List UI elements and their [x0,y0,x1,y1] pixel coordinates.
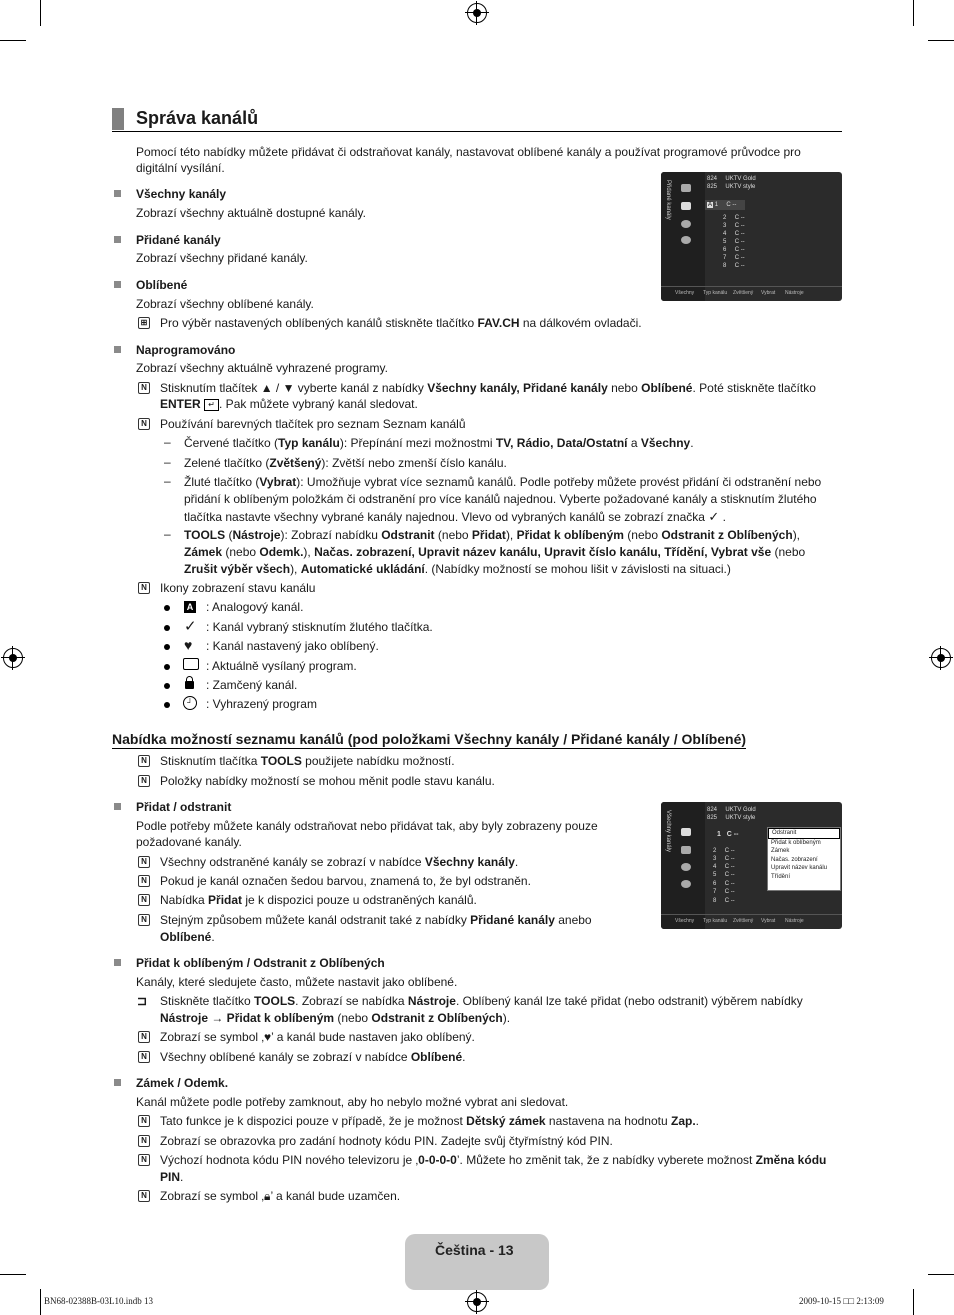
popup-item[interactable]: Načas. zobrazení [771,856,818,863]
section-text: Podle potřeby můžete kanály odstraňovat nebo přidávat tak, aby byly zobrazeny pouze [136,819,598,833]
note-text: Zobrazí se symbol ‚🔒︎’ a kanál bude uzamčen. [160,1189,401,1203]
section-heading: Zámek / Odemk. [136,1076,229,1090]
note-icon: N [138,914,150,926]
heart-icon: ♥ [264,1030,272,1044]
tv-side-label: Přidané kanály [665,180,671,220]
dash-bullet: – [164,455,171,469]
section-heading: Přidat k oblíbeným / Odstranit z Oblíbených [136,956,385,970]
section-heading: Oblíbené [136,278,188,292]
bullet-square [114,236,121,243]
yellow-button-text: přidání k oblíbeným položkám či odstranění pro více kanálů najednou. Vyberte požadované kanály a stisknutím žlutého [184,492,817,506]
remote-icon: ⊞ [138,317,150,329]
bullet-dot [164,702,170,708]
bullet-dot [164,664,170,670]
note-icon: N [138,1051,150,1063]
crop-mark [913,1289,914,1315]
dash-bullet: – [164,435,171,449]
note-text: Všechny odstraněné kanály se zobrazí v nabídce Všechny kanály. [160,855,519,869]
crop-mark [928,40,954,41]
tools-segment: (nebo [434,528,472,542]
bullet-square [114,959,121,966]
fav-note: Pro výběr nastavených oblíbených kanálů stiskněte tlačítko FAV.CH na dálkovém ovladači. [160,316,642,330]
tv-row-selected: A 1 C -- [708,202,737,208]
tools-segment: (nebo [771,545,806,559]
analog-icon: A [184,601,196,613]
note-icon: N [138,875,150,887]
yellow-button-text: tlačítka nastavte všechny vybrané kanály najednou. Vlevo od vybraných kanálů se zobrazí značka ✓ . [184,509,726,524]
section-text: požadované kanály. [136,835,242,849]
tools-text [184,561,731,578]
tools-segment: Automatické ukládání [300,562,425,576]
tools-text [184,527,800,544]
note-text: Stisknutím tlačítek ▲ / ▼ vyberte kanál z nabídky Všechny kanály, Přidané kanály nebo Oblíbené. Poté stiskněte tlačítko [160,381,816,395]
tools-icon: ⊐ [137,994,148,1008]
note-text: Položky nabídky možností se mohou měnit podle stavu kanálu. [160,774,495,788]
status-text: : Vyhrazený program [206,697,317,711]
tv-row: 3 C -- [723,223,745,229]
tv-footer: Všechny Typ kanálu Zvětšený Vybrat Nástroje [661,914,842,929]
note-icon: N [138,382,150,394]
tv-screen-all-channels [661,802,842,929]
favorite-icon [681,863,691,871]
note-text: ENTER ↵ . Pak můžete vybraný kanál sledovat. [160,397,418,411]
tools-segment: TOOLS [184,528,226,542]
tv-row: 3 C -- [713,856,735,862]
checkmark-icon: ✓ [184,618,197,635]
title-rule [112,131,842,132]
all-icon [681,828,691,836]
page-number: Čeština - 13 [435,1242,514,1258]
page-number-tab [405,1234,549,1290]
bullet-square [114,803,121,810]
note-text: Nástroje → Přidat k oblíbeným (nebo Odstranit z Oblíbených). [160,1011,511,1025]
added-icon [681,846,691,854]
tv-row: 2 C -- [713,848,735,854]
intro-line: Pomocí této nabídky můžete přidávat či odstraňovat kanály, nastavovat oblíbené kanály a používat programové průvodce pro [136,145,801,159]
dash-bullet: – [164,474,171,488]
lock-shackle [186,676,193,683]
enter-icon: ↵ [204,399,219,411]
crop-mark [40,1289,41,1315]
tools-segment: Přidat k oblíbeným [516,528,624,542]
popup-item[interactable]: Odstranit [768,828,840,839]
heart-icon: ♥ [184,637,193,653]
tools-segment: Zámek [184,545,223,559]
tv-row: 2 C -- [723,215,745,221]
tools-segment: Odemk. [259,545,304,559]
bullet-dot [164,605,170,611]
note-icon: N [138,755,150,767]
section-text: Zobrazí všechny oblíbené kanály. [136,297,314,311]
crop-mark [0,40,26,41]
print-info-right: 2009-10-15 □□ 2:13:09 [799,1296,884,1306]
note-text: Stisknutím tlačítka TOOLS použijete nabídku možností. [160,754,455,768]
bullet-square [114,346,121,353]
bullet-dot [164,683,170,689]
note-text: Nabídka Přidat je k dispozici pouze u odstraněných kanálů. [160,893,477,907]
tools-popup [767,827,841,891]
note-icon: N [138,582,150,594]
favorite-icon [681,220,691,228]
registration-mark-icon [467,3,487,23]
crop-mark [913,0,914,26]
print-info-left: BN68-02388B-03L10.indb 13 [44,1296,153,1306]
tv-row: 825 UKTV style [707,184,756,190]
tools-segment: ( [225,528,233,542]
note-text: Všechny oblíbené kanály se zobrazí v nabídce Oblíbené. [160,1050,466,1064]
note-text: Zobrazí se symbol ‚♥’ a kanál bude nastaven jako oblíbený. [160,1030,475,1044]
note-text: Výchozí hodnota kódu PIN nového televizoru je ‚0-0-0-0’. Můžete ho změnit tak, že z nabídky vyberete možnost Změna kódu [160,1153,827,1167]
section-text: Kanály, které sledujete často, můžete nastavit jako oblíbené. [136,975,458,989]
popup-item[interactable]: Přidat k oblíbeným [771,839,821,846]
scheduled-icon [681,880,691,888]
green-button-text: Zelené tlačítko (Zvětšený): Zvětší nebo zmenší číslo kanálu. [184,456,507,470]
registration-mark-icon [467,1292,487,1312]
note-icon: N [138,1115,150,1127]
status-text: : Aktuálně vysílaný program. [206,659,357,673]
note-icon: N [138,418,150,430]
intro-line: digitální vysílání. [136,161,225,175]
tv-row: 824 UKTV Gold [707,807,756,813]
section-heading: Přidané kanály [136,233,221,247]
note-icon: N [138,775,150,787]
section-text: Zobrazí všechny přidané kanály. [136,251,308,265]
note-text: Stiskněte tlačítko TOOLS. Zobrazí se nabídka Nástroje. Oblíbený kanál lze také přidat (nebo odstranit) výběrem nabídky [160,994,803,1008]
tv-screen-added-channels [661,172,842,301]
tv-icon [183,658,199,670]
title-bar [112,108,124,130]
status-text: : Kanál vybraný stisknutím žlutého tlačítka. [206,620,433,634]
crop-mark [928,1274,954,1275]
tv-row: 6 C -- [713,881,735,887]
tv-row: 8 C -- [723,263,745,269]
tv-row: 8 C -- [713,898,735,904]
section-heading: Všechny kanály [136,187,227,201]
tv-row: 5 C -- [713,872,735,878]
tools-segment: ), [792,528,801,542]
dash-bullet: – [164,527,171,541]
bullet-square [114,281,121,288]
tools-segment: ), [505,528,517,542]
bullet-square [114,190,121,197]
tv-row: 824 UKTV Gold [707,176,756,182]
bullet-dot [164,644,170,650]
bullet-dot [164,625,170,631]
tv-row: 4 C -- [723,231,745,237]
crop-mark [0,1274,26,1275]
subheading: Nabídka možností seznamu kanálů (pod položkami Všechny kanály / Přidané kanály / Oblíbené) [112,731,747,747]
clock-icon: ┘ [183,696,197,710]
page-title: Správa kanálů [136,108,259,128]
crop-mark [40,0,41,26]
tools-segment: . (Nabídky možností se mohou lišit v závislosti na situaci.) [424,562,731,576]
status-text: : Analogový kanál. [206,600,304,614]
tools-segment: ), [290,562,301,576]
note-text: Tato funkce je k dispozici pouze v případě, že je možnost Dětský zámek nastavena na hodnotu Zap.. [160,1114,700,1128]
note-text: Používání barevných tlačítek pro seznam Seznam kanálů [160,417,466,431]
section-text: Zobrazí všechny aktuálně vyhrazené programy. [136,361,388,375]
tools-segment: (nebo [623,528,662,542]
tv-row: 7 C -- [723,255,745,261]
all-icon [681,184,691,192]
note-icon: N [138,1190,150,1202]
note-text: Zobrazí se obrazovka pro zadání hodnoty kódu PIN. Zadejte svůj čtyřmístný kód PIN. [160,1134,613,1148]
note-text: PIN. [160,1170,184,1184]
added-icon [681,202,691,210]
tools-segment: Přidat [471,528,506,542]
yellow-button-text: Žluté tlačítko (Vybrat): Umožňuje vybrat více seznamů kanálů. Podle potřeby můžete provést přidání či odstranění nebo [184,475,822,489]
note-text: Stejným způsobem můžete kanál odstranit také z nabídky Přidané kanály anebo [160,913,592,927]
tools-segment: Nástroje [232,528,281,542]
status-text: : Zamčený kanál. [206,678,298,692]
tools-segment: ), [303,545,315,559]
note-icon: N [138,856,150,868]
tv-footer: Všechny Typ kanálu Zvětšený Vybrat Nástroje [661,286,842,301]
note-icon: N [138,1154,150,1166]
popup-item[interactable]: Třídění [771,873,791,880]
bullet-square [114,1079,121,1086]
tools-segment: (nebo [222,545,260,559]
tools-segment: ): Zobrazí nabídku [280,528,382,542]
tools-segment: Odstranit z Oblíbených [661,528,793,542]
note-text: Oblíbené. [160,930,215,944]
tv-row: 7 C -- [713,889,735,895]
tv-side-label: Všechny kanály [665,810,671,853]
note-icon: N [138,1031,150,1043]
status-text: : Kanál nastavený jako oblíbený. [206,639,379,653]
popup-item[interactable]: Upravit název kanálu [771,865,828,871]
tools-text [184,544,805,561]
tv-row: 825 UKTV style [707,815,756,821]
tools-segment: Načas. zobrazení, Upravit název kanálu, Upravit číslo kanálu, Třídění, Vybrat vše [314,545,772,559]
section-text: Zobrazí všechny aktuálně dostupné kanály. [136,206,366,220]
section-text: Kanál můžete podle potřeby zamknout, aby ho nebylo možné vybrat ani sledovat. [136,1095,569,1109]
red-button-text: Červené tlačítko (Typ kanálu): Přepínání mezi možnostmi TV, Rádio, Data/Ostatní a Všechny. [184,436,694,450]
registration-mark-icon [931,648,951,668]
popup-item[interactable]: Zámek [771,848,790,854]
tools-segment: Odstranit [381,528,435,542]
section-heading: Přidat / odstranit [136,800,232,814]
section-heading: Naprogramováno [136,343,236,357]
note-text: Ikony zobrazení stavu kanálu [160,581,316,595]
tv-row: 4 C -- [713,864,735,870]
note-text: Pokud je kanál označen šedou barvou, znamená to, že byl odstraněn. [160,874,531,888]
registration-mark-icon [3,648,23,668]
checkmark-icon: ✓ [708,509,720,524]
lock-icon: 🔒︎ [264,1189,271,1203]
note-icon: N [138,1135,150,1147]
scheduled-icon [681,236,691,244]
tools-segment: Zrušit výběr všech [184,562,291,576]
tv-row-selected: 1 C -- [717,831,739,838]
tv-row: 5 C -- [723,239,745,245]
note-icon: N [138,894,150,906]
tv-row: 6 C -- [723,247,745,253]
